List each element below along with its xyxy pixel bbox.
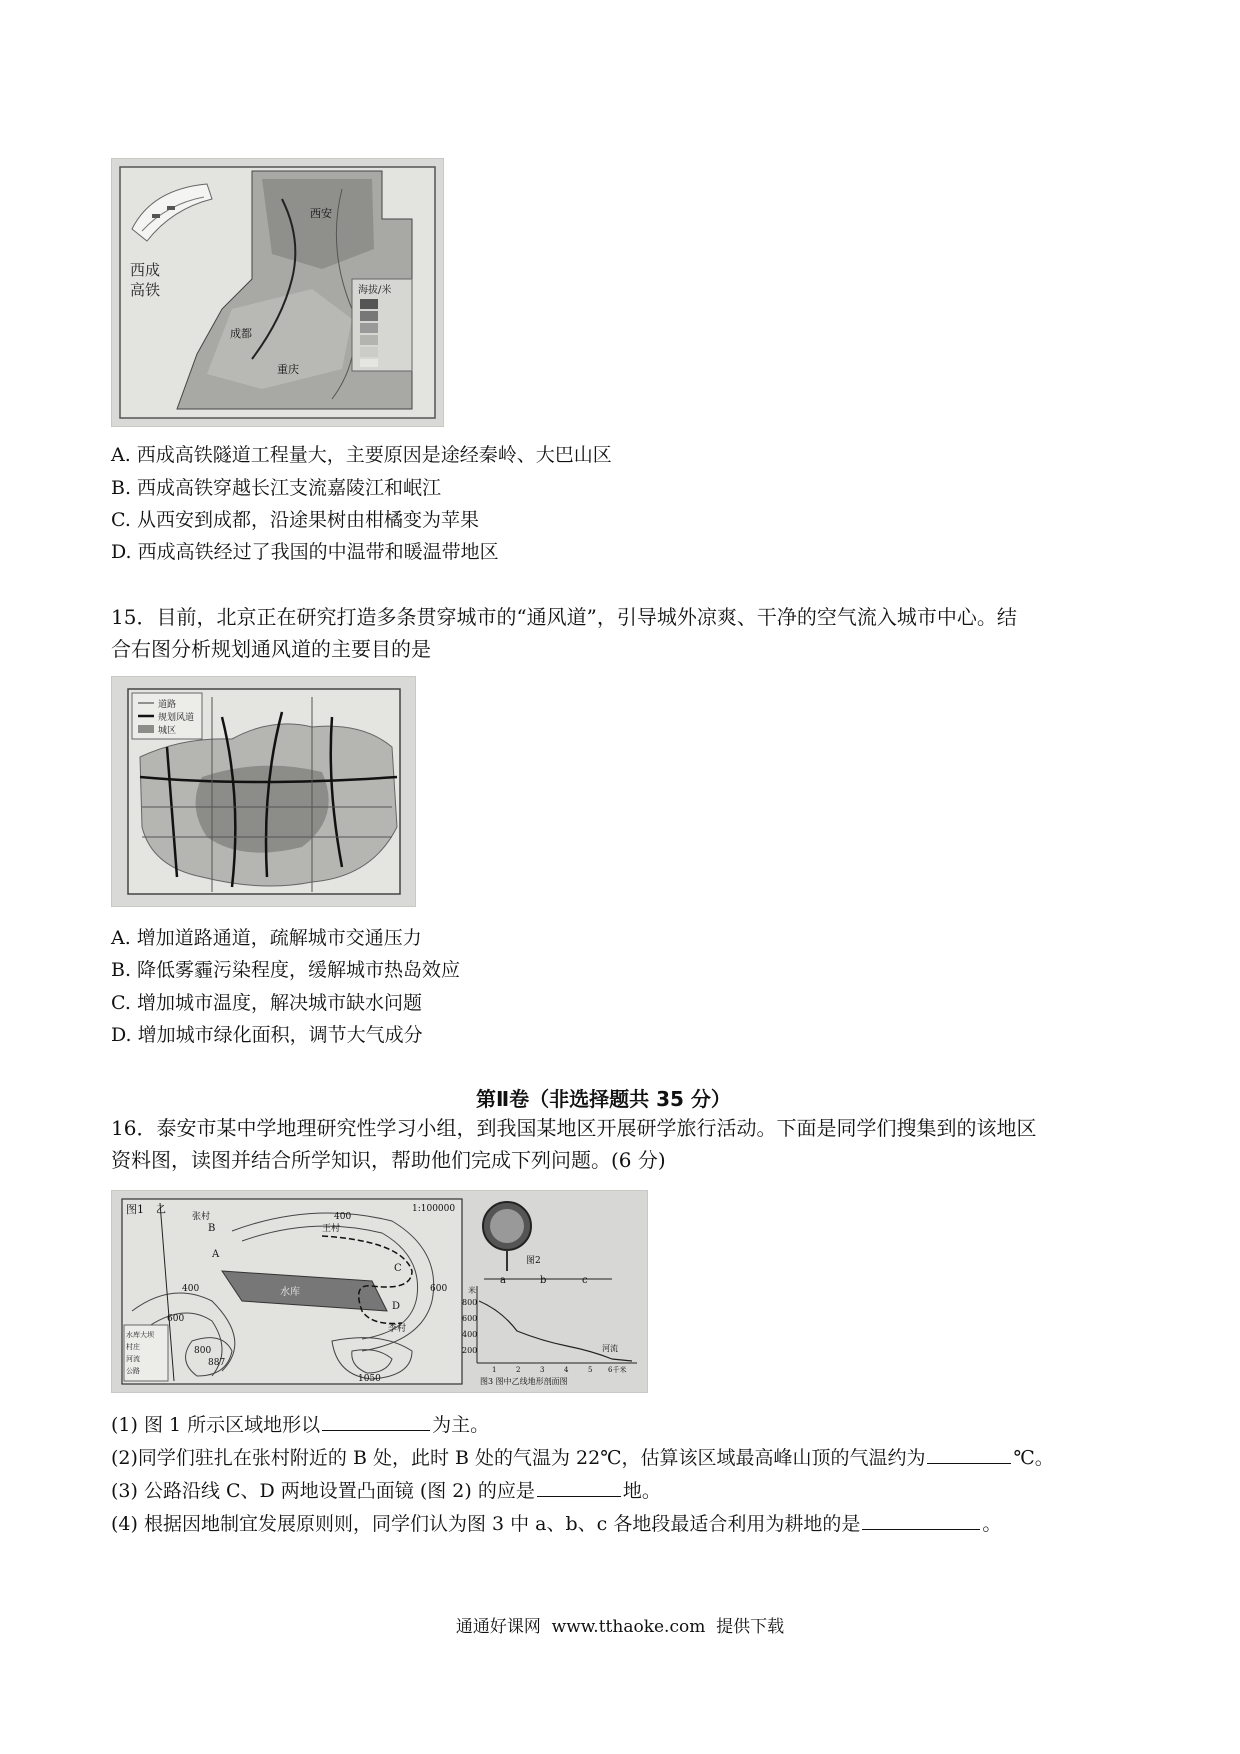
profile-unit: 米: [468, 1286, 476, 1295]
q15-stem-line2: 合右图分析规划通风道的主要目的是: [111, 637, 431, 661]
legend-dam: 水库大坝: [126, 1331, 154, 1339]
fig1-scale: 1:100000: [412, 1204, 456, 1214]
q15-option-d: D. 增加城市绿化面积，调节大气成分: [111, 1024, 423, 1046]
q16-sub4-blank[interactable]: [862, 1509, 980, 1530]
village-wang: 王村: [322, 1224, 341, 1234]
q16-sub3: [111, 1476, 661, 1503]
contour-label-600-right: 600: [430, 1284, 448, 1294]
x-tick-2: 2: [516, 1366, 521, 1374]
q16-stem-line2: 资料图，读图并结合所学知识，帮助他们完成下列问题。(6 分): [111, 1148, 666, 1172]
railway-title-line2: 高铁: [130, 281, 161, 299]
q16-sub4-before: (4) 根据因地制宜发展原则则，同学们认为图 3 中 a、b、c 各地段最适合利用为耕地的是: [111, 1513, 861, 1535]
x-tick-5: 5: [588, 1366, 593, 1374]
q16-sub1-after: 为主。: [432, 1414, 490, 1436]
q14-option-a: A. 西成高铁隧道工程量大，主要原因是途经秦岭、大巴山区: [111, 444, 612, 466]
q14-railway-map-figure: [111, 158, 444, 427]
q16-sub2: [111, 1443, 1054, 1470]
profile-y-600: 600: [462, 1314, 478, 1323]
page-footer: 通通好课网 www.tthaoke.com 提供下载: [455, 1617, 785, 1637]
city-label-chengdu: 成都: [230, 327, 252, 340]
point-b: B: [208, 1223, 216, 1234]
fig3-caption: 图3 图中乙线地形剖面图: [480, 1377, 568, 1386]
elevation-legend-title: 海拔/米: [358, 285, 392, 296]
q16-sub1-before: (1) 图 1 所示区域地形以: [111, 1414, 321, 1436]
q15-option-b: B. 降低雾霾污染程度，缓解城市热岛效应: [111, 959, 461, 981]
reservoir-label: 水库: [280, 1287, 300, 1298]
river-label: 河流: [602, 1344, 618, 1353]
profile-y-200: 200: [462, 1346, 478, 1355]
terrain-profile-chart: [462, 1275, 637, 1386]
village-zhang: 张村: [192, 1212, 211, 1222]
contour-label-400-top: 400: [334, 1212, 352, 1222]
contour-label-887: 887: [208, 1358, 226, 1368]
section-2-title: 第Ⅱ卷（非选择题共 35 分）: [476, 1087, 731, 1111]
segment-c: c: [582, 1275, 588, 1286]
fig1-legend: [124, 1325, 168, 1381]
segment-a: a: [500, 1275, 506, 1286]
q14-option-d: D. 西成高铁经过了我国的中温带和暖温带地区: [111, 541, 499, 563]
q16-stem-line1: 16．泰安市某中学地理研究性学习小组，到我国某地区开展研学旅行活动。下面是同学们搜集到的该地区: [111, 1116, 1037, 1140]
ventilation-legend: [132, 693, 202, 739]
legend-river: 河流: [126, 1355, 140, 1363]
q16-sub2-after: ℃。: [1013, 1447, 1054, 1469]
q15-stem-line1: 15．目前，北京正在研究打造多条贯穿城市的“通风道”，引导城外凉爽、干净的空气流入城市中心。结: [111, 605, 1017, 629]
x-tick-1: 1: [492, 1366, 497, 1374]
q16-sub4-after: 。: [982, 1513, 1002, 1535]
railway-title-line1: 西成: [130, 261, 161, 279]
q16-sub1: [111, 1410, 489, 1437]
q16-sub2-before: (2)同学们驻扎在张村附近的 B 处，此时 B 处的气温为 22℃，估算该区域最高峰山顶的气温约为: [111, 1447, 926, 1469]
x-tick-4: 4: [564, 1366, 569, 1374]
city-label-chongqing: 重庆: [277, 363, 299, 376]
contour-label-400-left: 400: [182, 1284, 200, 1294]
legend-road: 公路: [126, 1367, 140, 1375]
point-yi: 乙: [156, 1205, 166, 1216]
q15-option-c: C. 增加城市温度，解决城市缺水问题: [111, 992, 422, 1014]
q16-sub4: [111, 1509, 1001, 1536]
q14-option-c: C. 从西安到成都，沿途果树由柑橘变为苹果: [111, 509, 479, 531]
elevation-legend: [352, 279, 412, 371]
point-a: A: [212, 1249, 220, 1260]
fig1-label: 图1: [126, 1203, 144, 1216]
q16-sub3-blank[interactable]: [537, 1476, 621, 1497]
legend-road: 道路: [158, 700, 177, 710]
city-label-xian: 西安: [310, 207, 332, 220]
q14-option-b: B. 西成高铁穿越长江支流嘉陵江和岷江: [111, 477, 442, 499]
q16-sub3-before: (3) 公路沿线 C、D 两地设置凸面镜 (图 2) 的应是: [111, 1480, 535, 1502]
q15-ventilation-map-figure: [111, 676, 416, 907]
x-tick-3: 3: [540, 1366, 545, 1374]
segment-b: b: [540, 1275, 547, 1286]
contour-label-800: 800: [194, 1346, 212, 1356]
legend-corridor: 规划风道: [158, 713, 195, 723]
q16-sub1-blank[interactable]: [322, 1410, 430, 1431]
legend-village: 村庄: [126, 1343, 140, 1351]
convex-mirror-illustration: [483, 1202, 531, 1271]
fig2-label: 图2: [526, 1256, 541, 1266]
q16-contour-map-figure: [111, 1190, 648, 1393]
contour-label-1050: 1050: [358, 1374, 381, 1384]
x-tick-6: 6千米: [608, 1366, 627, 1374]
legend-urban: 城区: [158, 726, 177, 736]
point-c: C: [394, 1263, 402, 1274]
point-d: D: [392, 1301, 401, 1312]
profile-y-400: 400: [462, 1330, 478, 1339]
village-li: 李村: [388, 1324, 407, 1334]
q16-sub3-after: 地。: [622, 1480, 661, 1502]
contour-label-600-left: 600: [167, 1314, 185, 1324]
q15-option-a: A. 增加道路通道，疏解城市交通压力: [111, 927, 422, 949]
profile-y-800: 800: [462, 1298, 478, 1307]
q16-sub2-blank[interactable]: [927, 1443, 1011, 1464]
